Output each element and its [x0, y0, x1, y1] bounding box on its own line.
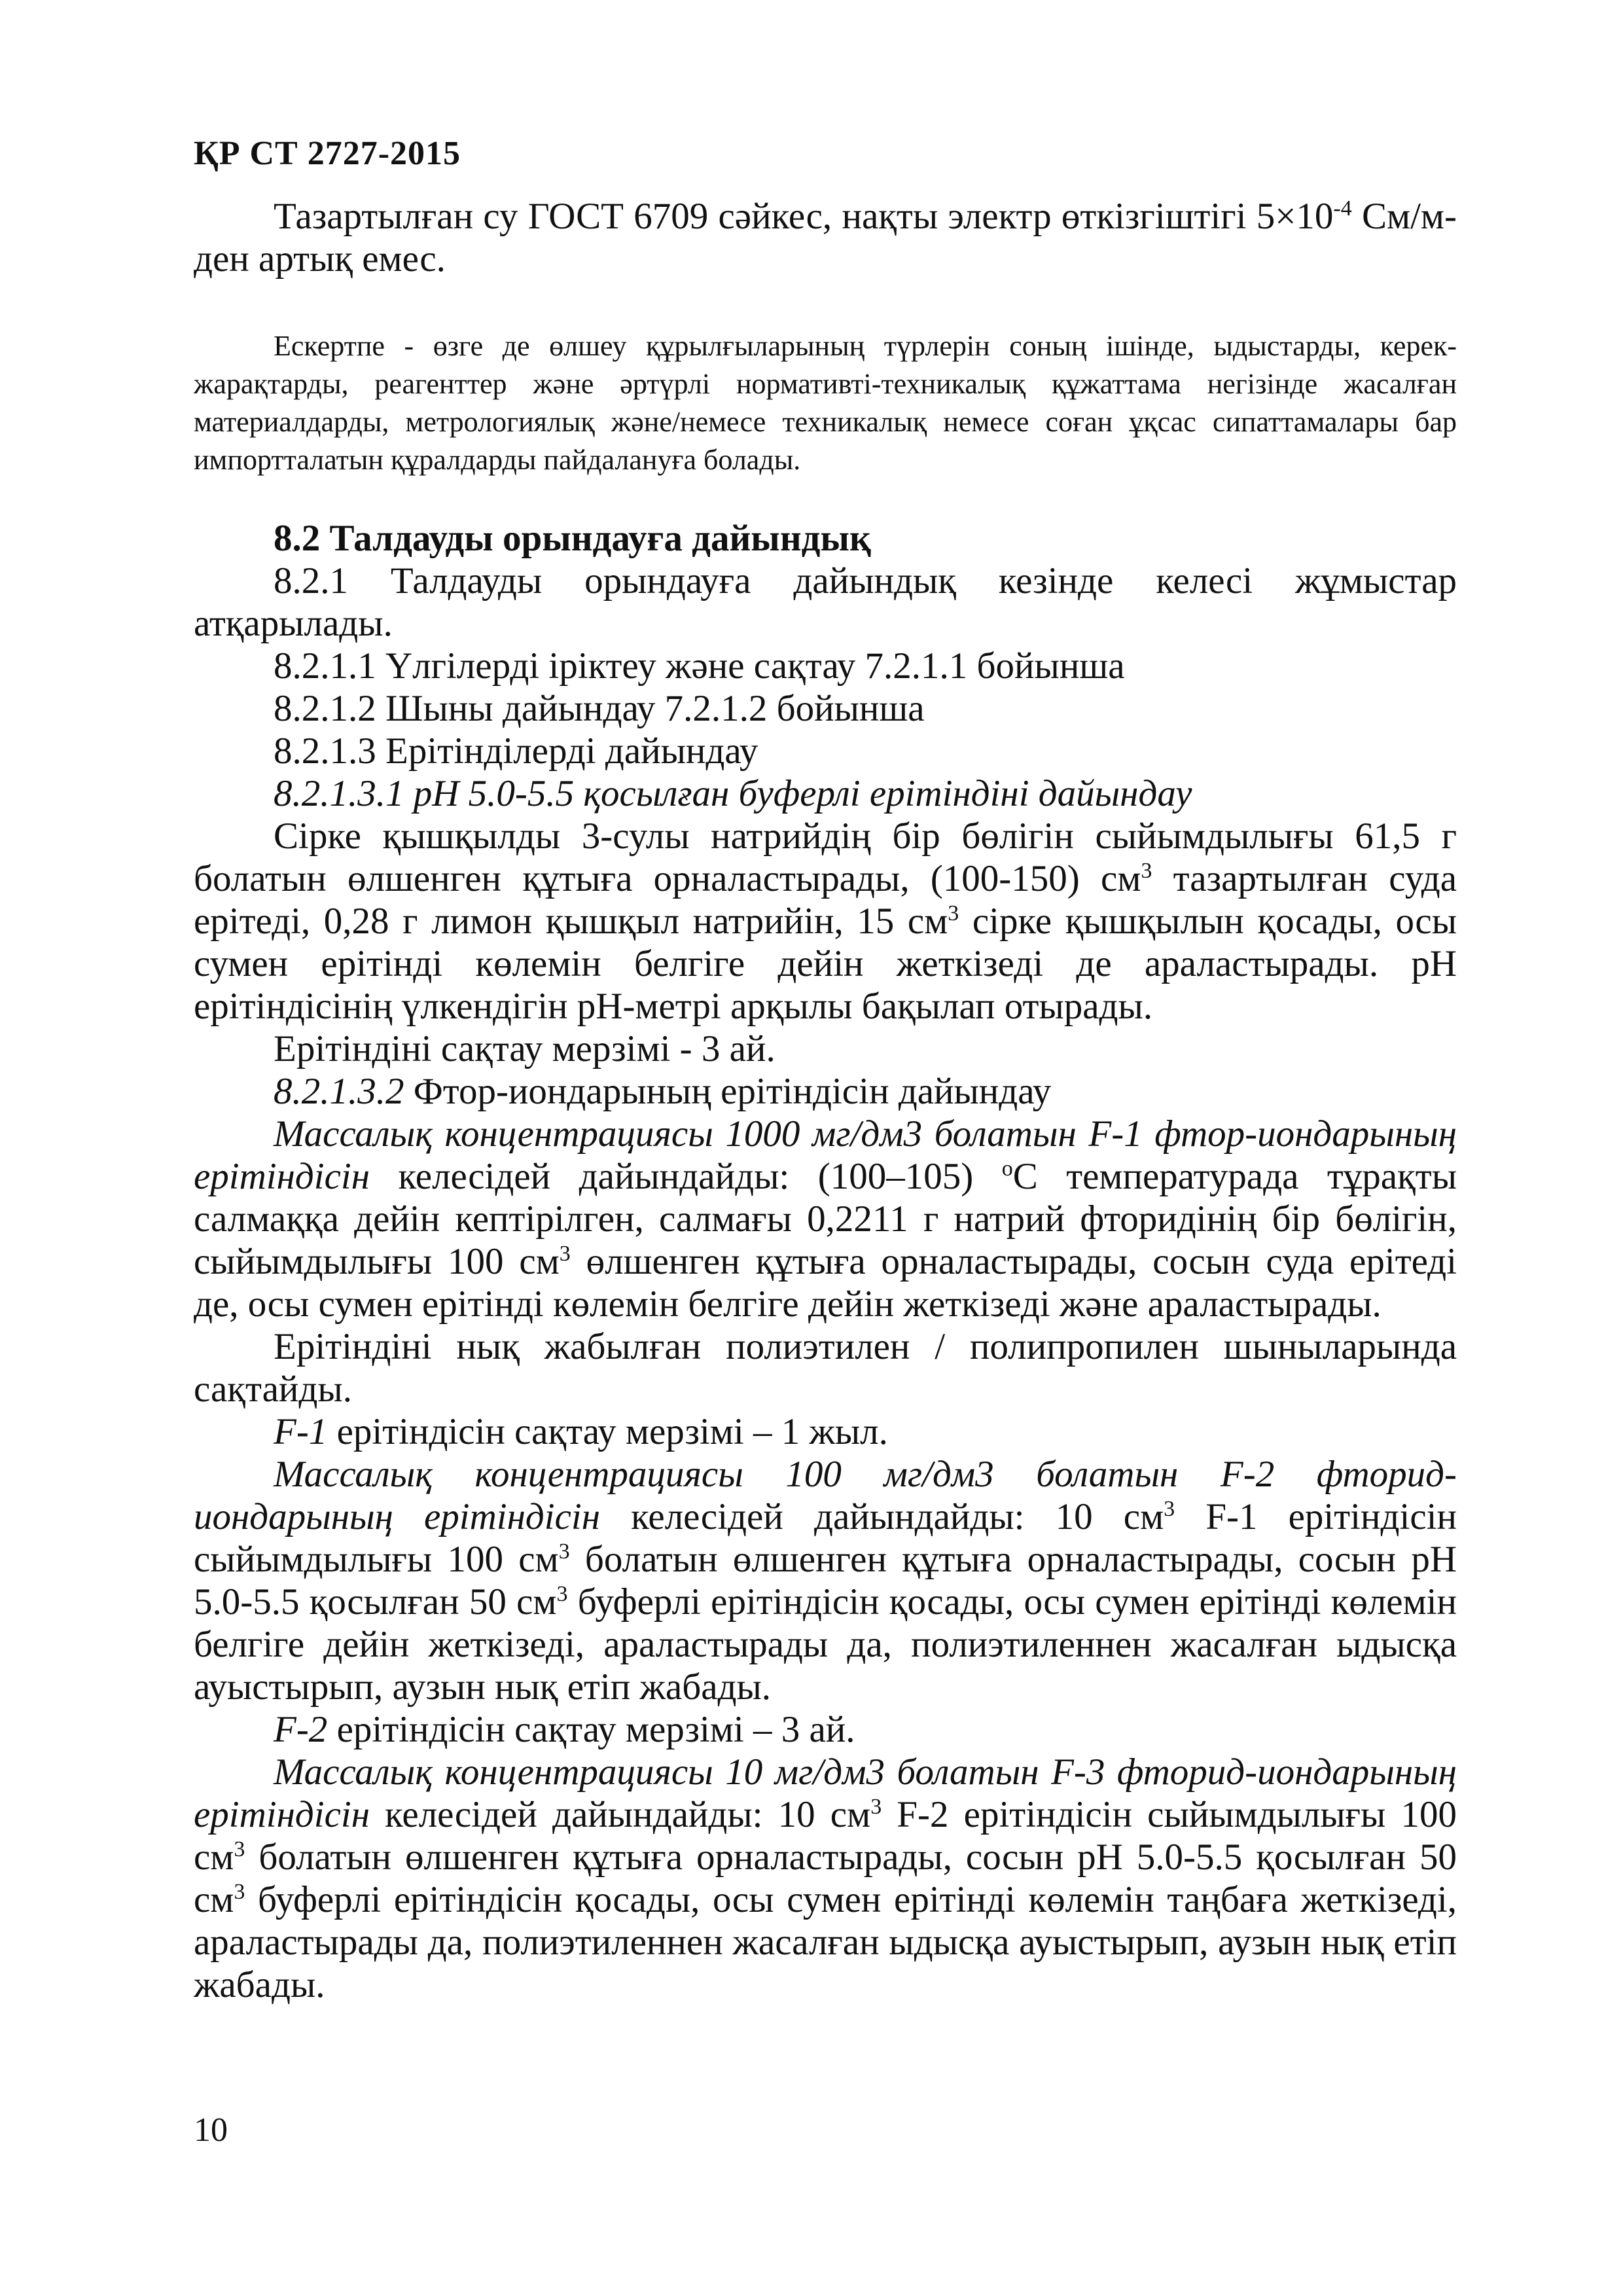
text-run: Массалық концентрациясы 10 мг/дм3 болатын F-3 фторид-иондарының ерітіндісін [194, 1751, 1457, 1835]
text-run: келесідей дайындайды: 10 см [600, 1496, 1164, 1537]
text-run: Массалық концентрациясы 100 мг/дм3 болатын F-2 фторид-иондарының ерітіндісін [194, 1454, 1457, 1537]
text-run: F-2 [274, 1709, 328, 1750]
paragraph-f3-solution [194, 1751, 1457, 2006]
paragraph-bottle-storage: Ерітіндіні нық жабылған полиэтилен / полипропилен шыныларында сақтайды. [194, 1326, 1457, 1410]
text-run: ерітіндісін сақтау мерзімі – 1 жыл. [327, 1411, 888, 1452]
superscript: 3 [234, 1837, 245, 1861]
text-run: өлшенген құтыға орналастырады, сосын суда ерітеді де, осы сумен ерітінді көлемін белгіге дейін жеткізеді және араластырады. [194, 1241, 1457, 1325]
document-code-header: ҚР СТ 2727-2015 [194, 135, 461, 172]
intro-text-end: См/м-ден артық емес. [194, 196, 1457, 279]
text-run: F-1 ерітіндісін сыйымдылығы 100 см [194, 1496, 1457, 1580]
intro-superscript: -4 [1333, 196, 1352, 221]
superscript: 3 [556, 1582, 568, 1606]
text-run: F-1 [274, 1411, 328, 1452]
superscript: 3 [870, 1795, 882, 1819]
text-run: Сірке қышқылды 3-сулы натрийдің бір бөлігін сыйымдылығы 61,5 г болатын өлшенген құтыға орналастырады, (100-150) см [194, 816, 1457, 899]
paragraph-f1-storage [194, 1410, 1457, 1453]
text-run: болатын өлшенген құтыға орналастырады, сосын pH 5.0-5.5 қосылған 50 см [194, 1837, 1457, 1920]
text-run: С температурада тұрақты салмаққа дейін кептірілген, салмағы 0,2211 г натрий фторидінің бір бөлігін, сыйымдылығы 100 см [194, 1156, 1457, 1282]
paragraph-acetate-buffer [194, 815, 1457, 1028]
paragraph-f1-solution [194, 1113, 1457, 1325]
note-block [194, 327, 1457, 479]
text-run: буферлі ерітіндісін қосады, осы сумен ерітінді көлемін белгіге дейін жеткізеді, араластырады да, полиэтиленнен жасалған ыдысқа ауыстырып, аузын нық етіп жабады. [194, 1581, 1457, 1708]
section-title: 8.2 Талдауды орындауға дайындық [274, 518, 871, 559]
intro-paragraph [194, 195, 1457, 280]
text-run: Массалық концентрациясы 1000 мг/дм3 болатын F-1 фтор-иондарының ерітіндісін [194, 1113, 1457, 1197]
section-8-2 [194, 517, 1457, 2006]
superscript: 3 [1164, 1497, 1175, 1521]
intro-text: Тазартылған су ГОСТ 6709 сәйкес, нақты электр өткізгіштігі 5×10 [274, 196, 1334, 237]
paragraph-8-2-1-3-1: 8.2.1.3.1 pH 5.0-5.5 қосылған буферлі ерітіндіні дайындау [274, 773, 1192, 814]
text-run: келесідей дайындайды: 10 см [370, 1794, 871, 1835]
paragraph-8-2-1: 8.2.1 Талдауды орындауға дайындық кезінде келесі жұмыстар атқарылады. [194, 560, 1457, 644]
text-run: буферлі ерітіндісін қосады, осы сумен ерітінді көлемін таңбаға жеткізеді, араластырады да, полиэтиленнен жасалған ыдысқа ауыстырып, аузын нық етіп жабады. [194, 1879, 1457, 2005]
text-run: Фтор-иондарының ерітіндісін дайындау [404, 1071, 1052, 1112]
superscript: 3 [234, 1880, 245, 1904]
superscript: o [1001, 1157, 1013, 1181]
paragraph-8-2-1-2: 8.2.1.2 Шыны дайындау 7.2.1.2 бойынша [274, 688, 925, 729]
superscript: 3 [559, 1242, 571, 1266]
text-run: болатын өлшенген құтыға орналастырады, сосын pH 5.0-5.5 қосылған 50 см [194, 1539, 1457, 1623]
paragraph-8-2-1-3-2 [194, 1070, 1457, 1113]
page-number: 10 [194, 2111, 228, 2149]
intro-block [194, 195, 1457, 280]
superscript: 3 [948, 901, 959, 925]
note-paragraph: Ескертпе - өзге де өлшеу құрылғыларының түрлерін соның ішінде, ыдыстарды, керек-жарақтарды, реагенттер және әртүрлі нормативті-техникалық құжаттама негізінде жасалған материалдарды, метрологиялық және/немесе техникалық немесе соған ұқсас сипаттамалары бар импортталатын құралдарды пайдалануға болады. [194, 330, 1457, 476]
text-run: ерітіндісін сақтау мерзімі – 3 ай. [327, 1709, 855, 1750]
text-run: F-2 ерітіндісін сыйымдылығы 100 см [194, 1794, 1457, 1878]
paragraph-storage-3-months: Ерітіндіні сақтау мерзімі - 3 ай. [274, 1028, 776, 1069]
text-run: тазартылған суда ерітеді, 0,28 г лимон қышқыл натрийін, 15 см [194, 858, 1457, 942]
text-run: сірке қышқылын қосады, осы сумен ерітінді көлемін белгіге дейін жеткізеді де араластырады. pH ерітіндісінің үлкендігін pH-метрі арқылы бақылап отырады. [194, 901, 1457, 1027]
paragraph-f2-storage [194, 1708, 1457, 1751]
paragraph-8-2-1-1: 8.2.1.1 Үлгілерді іріктеу және сақтау 7.2.1.1 бойынша [274, 645, 1125, 687]
text-run: 8.2.1.3.2 [274, 1071, 404, 1112]
superscript: 3 [558, 1539, 570, 1564]
paragraph-f2-solution [194, 1453, 1457, 1708]
paragraph-8-2-1-3: 8.2.1.3 Ерітінділерді дайындау [274, 730, 758, 772]
superscript: 3 [1141, 859, 1152, 883]
text-run: келесідей дайындайды: (100–105) [370, 1156, 1002, 1197]
